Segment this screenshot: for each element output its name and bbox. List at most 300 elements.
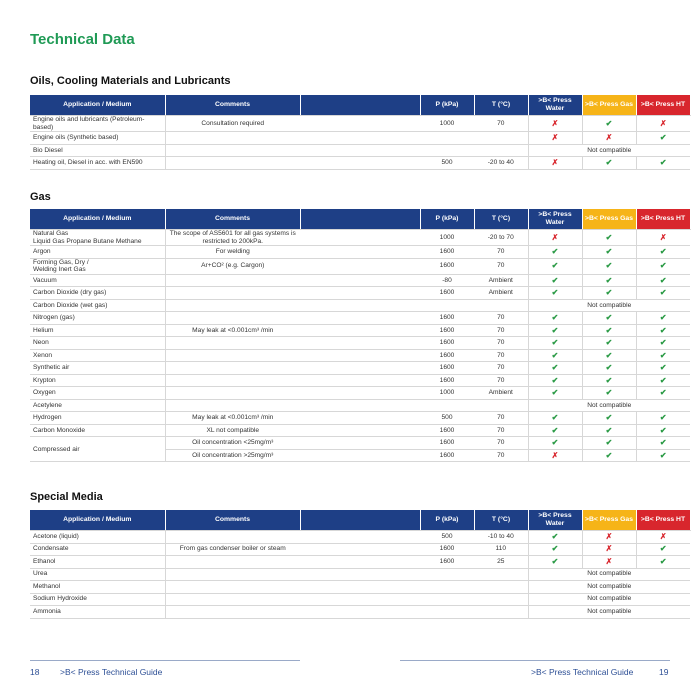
water-compatibility-cell	[528, 543, 582, 556]
col-header-temperature: T (°C)	[474, 510, 528, 531]
pressure-cell	[420, 299, 474, 312]
cross-mark-icon: ✗	[605, 133, 613, 143]
spacer-cell	[300, 556, 420, 569]
check-mark-icon: ✔	[605, 450, 613, 460]
application-cell: Ammonia	[30, 606, 165, 619]
spacer-cell	[300, 258, 420, 274]
spacer-cell	[300, 157, 420, 170]
application-cell: Argon	[30, 246, 165, 259]
temperature-cell: 70	[474, 337, 528, 350]
pressure-cell: 1600	[420, 349, 474, 362]
application-cell: Xenon	[30, 349, 165, 362]
ht-compatibility-cell	[636, 258, 690, 274]
spacer-cell	[300, 144, 420, 157]
col-header-press-water: >B< Press Water	[528, 209, 582, 230]
col-header-press-gas: >B< Press Gas	[582, 209, 636, 230]
pressure-cell	[420, 568, 474, 581]
ht-compatibility-cell	[636, 337, 690, 350]
pressure-cell: 1600	[420, 337, 474, 350]
check-mark-icon: ✔	[605, 158, 613, 168]
cross-mark-icon: ✗	[659, 232, 667, 242]
check-mark-icon: ✔	[659, 247, 667, 257]
spacer-cell	[300, 568, 420, 581]
comment-cell	[165, 593, 300, 606]
application-cell: Helium	[30, 324, 165, 337]
gas-compatibility-cell	[582, 337, 636, 350]
spacer-cell	[300, 324, 420, 337]
ht-compatibility-cell	[636, 412, 690, 425]
check-mark-icon: ✔	[605, 261, 613, 271]
check-mark-icon: ✔	[551, 313, 559, 323]
application-cell: Condensate	[30, 543, 165, 556]
spacer-cell	[300, 287, 420, 300]
application-cell: Heating oil, Diesel in acc. with EN590	[30, 157, 165, 170]
check-mark-icon: ✔	[659, 425, 667, 435]
ht-compatibility-cell	[636, 274, 690, 287]
temperature-cell	[474, 568, 528, 581]
col-header-comments: Comments	[165, 209, 300, 230]
check-mark-icon: ✔	[551, 413, 559, 423]
check-mark-icon: ✔	[605, 313, 613, 323]
comment-cell	[165, 299, 300, 312]
col-header-pressure: P (kPa)	[420, 209, 474, 230]
check-mark-icon: ✔	[659, 350, 667, 360]
comment-cell	[165, 374, 300, 387]
comment-cell	[165, 274, 300, 287]
temperature-cell: -20 to 40	[474, 157, 528, 170]
compatibility-note: Not compatible	[528, 606, 690, 619]
comment-cell	[165, 399, 300, 412]
col-header-comments: Comments	[165, 510, 300, 531]
col-header-application: Application / Medium	[30, 510, 165, 531]
comment-cell: XL not compatible	[165, 424, 300, 437]
table-row	[30, 246, 690, 259]
gas-compatibility-cell	[582, 258, 636, 274]
table-row	[30, 312, 690, 325]
ht-compatibility-cell	[636, 387, 690, 400]
application-cell: Carbon Monoxide	[30, 424, 165, 437]
table-row	[30, 274, 690, 287]
application-cell: Bio Diesel	[30, 144, 165, 157]
temperature-cell	[474, 299, 528, 312]
pressure-cell	[420, 399, 474, 412]
water-compatibility-cell	[528, 157, 582, 170]
pressure-cell: 1600	[420, 543, 474, 556]
footer-left-page-number: 18	[30, 667, 40, 677]
ht-compatibility-cell	[636, 230, 690, 246]
table-row	[30, 581, 690, 594]
temperature-cell: -10 to 40	[474, 531, 528, 544]
application-cell: Acetylene	[30, 399, 165, 412]
check-mark-icon: ✔	[659, 338, 667, 348]
cross-mark-icon: ✗	[551, 118, 559, 128]
check-mark-icon: ✔	[605, 288, 613, 298]
water-compatibility-cell	[528, 449, 582, 462]
application-cell: Urea	[30, 568, 165, 581]
gas-compatibility-cell	[582, 556, 636, 569]
pressure-cell: 1600	[420, 362, 474, 375]
check-mark-icon: ✔	[551, 350, 559, 360]
check-mark-icon: ✔	[551, 388, 559, 398]
check-mark-icon: ✔	[605, 325, 613, 335]
col-header-application: Application / Medium	[30, 95, 165, 116]
pressure-cell: 500	[420, 412, 474, 425]
table-row	[30, 556, 690, 569]
pressure-cell: 1600	[420, 287, 474, 300]
pressure-cell	[420, 593, 474, 606]
col-header-application: Application / Medium	[30, 209, 165, 230]
temperature-cell: 70	[474, 312, 528, 325]
page-title: Technical Data	[30, 31, 135, 48]
pressure-cell: 1600	[420, 437, 474, 450]
check-mark-icon: ✔	[659, 261, 667, 271]
table-header-row	[30, 510, 690, 531]
application-cell: Natural Gas Liquid Gas Propane Butane Methane	[30, 230, 165, 246]
water-compatibility-cell	[528, 324, 582, 337]
comment-cell	[165, 312, 300, 325]
check-mark-icon: ✔	[605, 247, 613, 257]
check-mark-icon: ✔	[659, 363, 667, 373]
water-compatibility-cell	[528, 274, 582, 287]
gas-compatibility-cell	[582, 157, 636, 170]
table-row	[30, 349, 690, 362]
check-mark-icon: ✔	[551, 544, 559, 554]
application-cell: Carbon Dioxide (wet gas)	[30, 299, 165, 312]
gas-compatibility-cell	[582, 449, 636, 462]
ht-compatibility-cell	[636, 449, 690, 462]
table-row	[30, 287, 690, 300]
temperature-cell: 70	[474, 246, 528, 259]
spacer-cell	[300, 246, 420, 259]
col-header-press-water: >B< Press Water	[528, 510, 582, 531]
pressure-cell: 1000	[420, 230, 474, 246]
table-row	[30, 299, 690, 312]
gas-compatibility-cell	[582, 312, 636, 325]
pressure-cell: 1600	[420, 312, 474, 325]
col-header-press-gas: >B< Press Gas	[582, 95, 636, 116]
col-header-press-ht: >B< Press HT	[636, 209, 690, 230]
ht-compatibility-cell	[636, 424, 690, 437]
col-header-press-gas: >B< Press Gas	[582, 510, 636, 531]
check-mark-icon: ✔	[551, 338, 559, 348]
table-special-media	[30, 510, 691, 619]
comment-cell: The scope of AS5601 for all gas systems is restricted to 200kPa.	[165, 230, 300, 246]
cross-mark-icon: ✗	[605, 531, 613, 541]
ht-compatibility-cell	[636, 374, 690, 387]
pressure-cell	[420, 144, 474, 157]
col-header-pressure: P (kPa)	[420, 95, 474, 116]
gas-compatibility-cell	[582, 531, 636, 544]
gas-compatibility-cell	[582, 274, 636, 287]
gas-compatibility-cell	[582, 362, 636, 375]
col-header-press-ht: >B< Press HT	[636, 510, 690, 531]
comment-cell	[165, 531, 300, 544]
check-mark-icon: ✔	[551, 261, 559, 271]
table-row	[30, 606, 690, 619]
table-row	[30, 387, 690, 400]
check-mark-icon: ✔	[659, 556, 667, 566]
check-mark-icon: ✔	[605, 350, 613, 360]
application-cell: Hydrogen	[30, 412, 165, 425]
ht-compatibility-cell	[636, 437, 690, 450]
comment-cell: Ar+CO² (e.g. Cargon)	[165, 258, 300, 274]
comment-cell: Consultation required	[165, 116, 300, 132]
temperature-cell: 25	[474, 556, 528, 569]
compatibility-note: Not compatible	[528, 144, 690, 157]
water-compatibility-cell	[528, 349, 582, 362]
ht-compatibility-cell	[636, 556, 690, 569]
temperature-cell: Ambient	[474, 274, 528, 287]
application-cell: Engine oils and lubricants (Petroleum-based)	[30, 116, 165, 132]
cross-mark-icon: ✗	[605, 556, 613, 566]
table-row	[30, 132, 690, 145]
pressure-cell: 1000	[420, 116, 474, 132]
ht-compatibility-cell	[636, 287, 690, 300]
temperature-cell: 70	[474, 412, 528, 425]
water-compatibility-cell	[528, 424, 582, 437]
table-header-row	[30, 95, 690, 116]
ht-compatibility-cell	[636, 246, 690, 259]
spacer-cell	[300, 399, 420, 412]
spacer-cell	[300, 337, 420, 350]
water-compatibility-cell	[528, 258, 582, 274]
spacer-cell	[300, 116, 420, 132]
water-compatibility-cell	[528, 337, 582, 350]
pressure-cell: 1600	[420, 424, 474, 437]
compatibility-note: Not compatible	[528, 581, 690, 594]
gas-compatibility-cell	[582, 424, 636, 437]
table-row	[30, 412, 690, 425]
check-mark-icon: ✔	[551, 531, 559, 541]
check-mark-icon: ✔	[659, 450, 667, 460]
spacer-cell	[300, 349, 420, 362]
temperature-cell: 70	[474, 324, 528, 337]
comment-cell: Oil concentration <25mg/m³	[165, 437, 300, 450]
table-oils	[30, 95, 691, 170]
compatibility-note: Not compatible	[528, 568, 690, 581]
temperature-cell: 70	[474, 116, 528, 132]
table-row	[30, 362, 690, 375]
pressure-cell: -80	[420, 274, 474, 287]
application-cell: Vacuum	[30, 274, 165, 287]
section-title-special-media: Special Media	[30, 491, 103, 503]
table-row	[30, 593, 690, 606]
spacer-cell	[300, 581, 420, 594]
temperature-cell: 70	[474, 258, 528, 274]
application-cell: Nitrogen (gas)	[30, 312, 165, 325]
gas-compatibility-cell	[582, 374, 636, 387]
comment-cell: May leak at <0.001cm³ /min	[165, 324, 300, 337]
pressure-cell: 1600	[420, 258, 474, 274]
gas-compatibility-cell	[582, 387, 636, 400]
comment-cell	[165, 581, 300, 594]
pressure-cell: 1600	[420, 324, 474, 337]
col-header-spacer	[300, 209, 420, 230]
water-compatibility-cell	[528, 287, 582, 300]
temperature-cell	[474, 593, 528, 606]
spacer-cell	[300, 437, 420, 450]
footer-divider-left	[30, 660, 300, 661]
check-mark-icon: ✔	[551, 288, 559, 298]
check-mark-icon: ✔	[659, 288, 667, 298]
water-compatibility-cell	[528, 437, 582, 450]
col-header-pressure: P (kPa)	[420, 510, 474, 531]
table-row	[30, 437, 690, 450]
gas-compatibility-cell	[582, 116, 636, 132]
spacer-cell	[300, 274, 420, 287]
application-cell: Sodium Hydroxide	[30, 593, 165, 606]
check-mark-icon: ✔	[551, 363, 559, 373]
ht-compatibility-cell	[636, 349, 690, 362]
check-mark-icon: ✔	[551, 325, 559, 335]
water-compatibility-cell	[528, 374, 582, 387]
water-compatibility-cell	[528, 116, 582, 132]
spacer-cell	[300, 543, 420, 556]
check-mark-icon: ✔	[551, 275, 559, 285]
check-mark-icon: ✔	[659, 313, 667, 323]
comment-cell	[165, 606, 300, 619]
table-row	[30, 424, 690, 437]
water-compatibility-cell	[528, 132, 582, 145]
comment-cell	[165, 362, 300, 375]
footer-right-page-number: 19	[659, 667, 669, 677]
cross-mark-icon: ✗	[659, 118, 667, 128]
comment-cell	[165, 144, 300, 157]
water-compatibility-cell	[528, 230, 582, 246]
check-mark-icon: ✔	[659, 275, 667, 285]
cross-mark-icon: ✗	[551, 158, 559, 168]
check-mark-icon: ✔	[659, 438, 667, 448]
temperature-cell: 110	[474, 543, 528, 556]
temperature-cell	[474, 581, 528, 594]
check-mark-icon: ✔	[551, 556, 559, 566]
table-row	[30, 399, 690, 412]
cross-mark-icon: ✗	[551, 232, 559, 242]
table-row	[30, 531, 690, 544]
application-cell: Ethanol	[30, 556, 165, 569]
spacer-cell	[300, 424, 420, 437]
temperature-cell: -20 to 70	[474, 230, 528, 246]
temperature-cell: Ambient	[474, 287, 528, 300]
table-row	[30, 568, 690, 581]
temperature-cell: 70	[474, 374, 528, 387]
check-mark-icon: ✔	[605, 413, 613, 423]
pressure-cell: 1600	[420, 449, 474, 462]
application-cell: Neon	[30, 337, 165, 350]
check-mark-icon: ✔	[659, 325, 667, 335]
ht-compatibility-cell	[636, 324, 690, 337]
spacer-cell	[300, 412, 420, 425]
pressure-cell	[420, 606, 474, 619]
check-mark-icon: ✔	[605, 438, 613, 448]
check-mark-icon: ✔	[605, 232, 613, 242]
col-header-spacer	[300, 95, 420, 116]
gas-compatibility-cell	[582, 132, 636, 145]
section-title-oils: Oils, Cooling Materials and Lubricants	[30, 75, 231, 87]
col-header-press-ht: >B< Press HT	[636, 95, 690, 116]
pressure-cell: 1000	[420, 387, 474, 400]
comment-cell	[165, 349, 300, 362]
pressure-cell	[420, 132, 474, 145]
temperature-cell: 70	[474, 362, 528, 375]
water-compatibility-cell	[528, 531, 582, 544]
check-mark-icon: ✔	[659, 388, 667, 398]
check-mark-icon: ✔	[659, 375, 667, 385]
application-cell: Synthetic air	[30, 362, 165, 375]
gas-compatibility-cell	[582, 246, 636, 259]
spacer-cell	[300, 593, 420, 606]
gas-compatibility-cell	[582, 543, 636, 556]
comment-cell: Oil concentration >25mg/m³	[165, 449, 300, 462]
check-mark-icon: ✔	[605, 338, 613, 348]
pressure-cell: 1600	[420, 556, 474, 569]
temperature-cell	[474, 144, 528, 157]
check-mark-icon: ✔	[551, 425, 559, 435]
cross-mark-icon: ✗	[551, 450, 559, 460]
comment-cell	[165, 337, 300, 350]
application-cell: Compressed air	[30, 437, 165, 462]
gas-compatibility-cell	[582, 230, 636, 246]
application-cell: Carbon Dioxide (dry gas)	[30, 287, 165, 300]
ht-compatibility-cell	[636, 543, 690, 556]
comment-cell	[165, 556, 300, 569]
check-mark-icon: ✔	[551, 375, 559, 385]
check-mark-icon: ✔	[659, 133, 667, 143]
section-title-gas: Gas	[30, 191, 51, 203]
comment-cell	[165, 568, 300, 581]
pressure-cell: 500	[420, 531, 474, 544]
ht-compatibility-cell	[636, 312, 690, 325]
comment-cell: May leak at <0.001cm³ /min	[165, 412, 300, 425]
table-row	[30, 374, 690, 387]
gas-compatibility-cell	[582, 287, 636, 300]
comment-cell	[165, 132, 300, 145]
temperature-cell: 70	[474, 424, 528, 437]
col-header-temperature: T (°C)	[474, 209, 528, 230]
water-compatibility-cell	[528, 312, 582, 325]
check-mark-icon: ✔	[605, 388, 613, 398]
compatibility-note: Not compatible	[528, 399, 690, 412]
temperature-cell: 70	[474, 349, 528, 362]
application-cell: Methanol	[30, 581, 165, 594]
pressure-cell: 500	[420, 157, 474, 170]
spacer-cell	[300, 230, 420, 246]
comment-cell: For welding	[165, 246, 300, 259]
temperature-cell	[474, 399, 528, 412]
comment-cell	[165, 387, 300, 400]
col-header-spacer	[300, 510, 420, 531]
col-header-temperature: T (°C)	[474, 95, 528, 116]
spacer-cell	[300, 299, 420, 312]
temperature-cell: Ambient	[474, 387, 528, 400]
gas-compatibility-cell	[582, 412, 636, 425]
table-row	[30, 157, 690, 170]
application-cell: Oxygen	[30, 387, 165, 400]
temperature-cell	[474, 132, 528, 145]
ht-compatibility-cell	[636, 116, 690, 132]
table-row	[30, 337, 690, 350]
temperature-cell	[474, 606, 528, 619]
ht-compatibility-cell	[636, 157, 690, 170]
comment-cell: From gas condenser boiler or steam	[165, 543, 300, 556]
water-compatibility-cell	[528, 246, 582, 259]
check-mark-icon: ✔	[605, 118, 613, 128]
temperature-cell: 70	[474, 449, 528, 462]
ht-compatibility-cell	[636, 531, 690, 544]
table-row	[30, 116, 690, 132]
spacer-cell	[300, 312, 420, 325]
application-cell: Engine oils (Synthetic based)	[30, 132, 165, 145]
